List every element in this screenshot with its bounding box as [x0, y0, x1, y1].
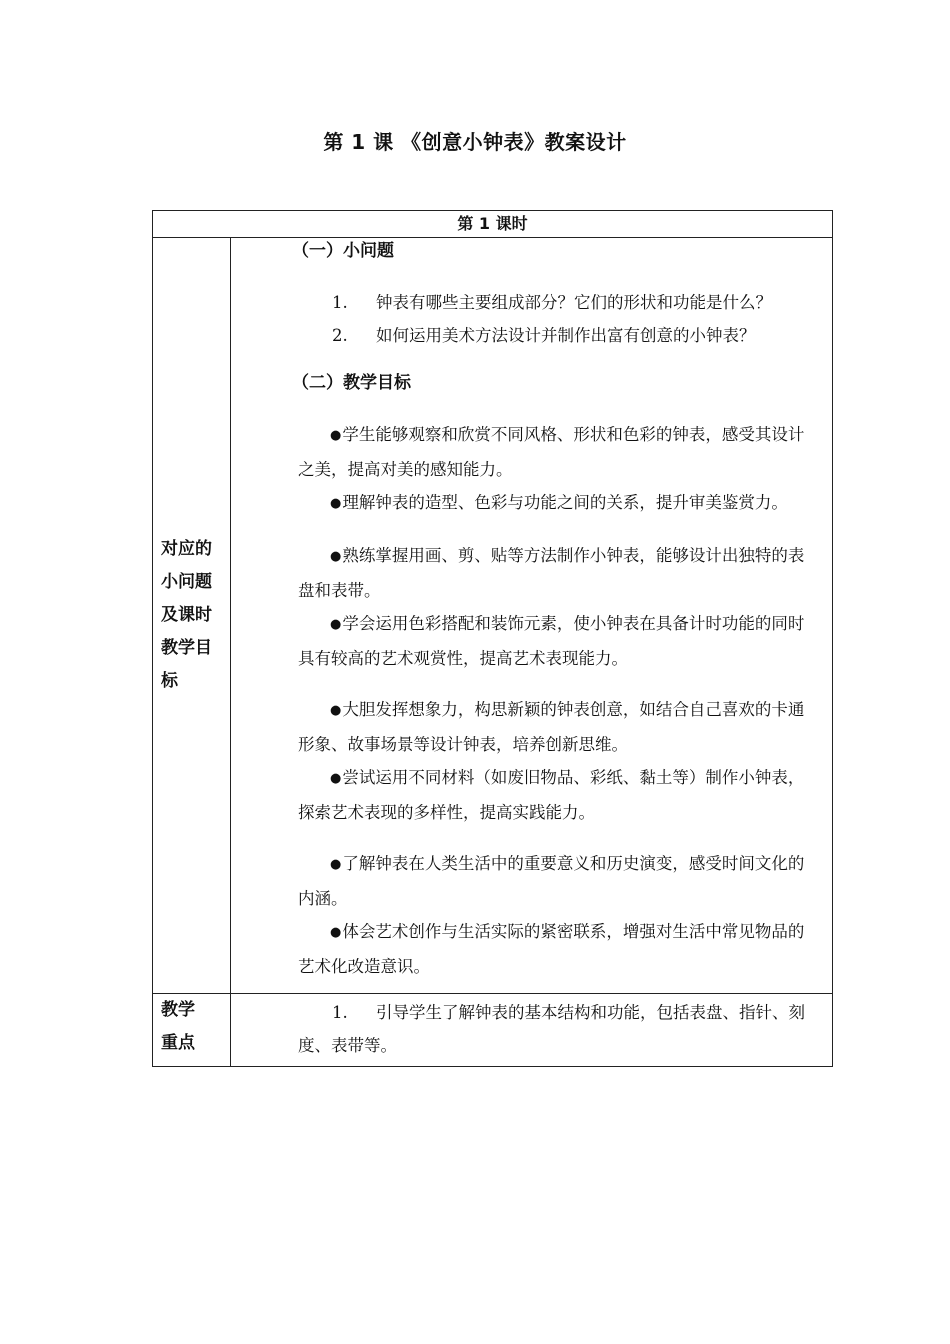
question-item: [298, 319, 820, 352]
bullet-icon: ●: [330, 925, 342, 940]
objectives-label-line: 标: [161, 671, 178, 691]
key-point-text: 引导学生了解钟表的基本结构和功能，包括表盘、指针、刻度、表带等。: [298, 1003, 805, 1055]
goal-text: 学生能够观察和欣赏不同风格、形状和色彩的钟表，感受其设计之美，提高对美的感知能力。: [298, 425, 805, 479]
goal-item: [298, 539, 820, 607]
key-point-item: [298, 996, 820, 1062]
bullet-icon: ●: [330, 703, 342, 718]
objectives-label: [153, 238, 231, 994]
objectives-content: [231, 238, 833, 994]
goal-item: [298, 418, 820, 486]
lesson-plan-table: [152, 210, 833, 1067]
key-point-number: 1.: [332, 1003, 348, 1022]
goal-item: [298, 761, 820, 829]
goal-item: [298, 693, 820, 761]
question-text: 如何运用美术方法设计并制作出富有创意的小钟表？: [376, 326, 756, 345]
goal-item: [298, 607, 820, 675]
table-header-row: [153, 211, 833, 238]
bullet-icon: ●: [330, 549, 342, 564]
lesson-period-header: 第 1 课时: [153, 211, 833, 238]
question-number: 1.: [332, 293, 348, 312]
key-points-label: [153, 994, 231, 1067]
objectives-label-line: 对应的: [161, 539, 212, 559]
objectives-row: [153, 238, 833, 994]
bullet-icon: ●: [330, 428, 342, 443]
bullet-icon: ●: [330, 617, 342, 632]
small-questions-heading: （一）小问题: [292, 241, 394, 261]
question-item: [298, 286, 820, 319]
bullet-icon: ●: [330, 496, 342, 511]
goal-text: 学会运用色彩搭配和装饰元素，使小钟表在具备计时功能的同时具有较高的艺术观赏性，提高艺术表现能力。: [298, 614, 805, 668]
bullet-icon: ●: [330, 771, 342, 786]
objectives-label-line: 及课时: [161, 605, 212, 625]
goal-text: 理解钟表的造型、色彩与功能之间的关系，提升审美鉴赏力。: [342, 493, 788, 512]
goal-item: [298, 915, 820, 983]
goal-text: 体会艺术创作与生活实际的紧密联系，增强对生活中常见物品的艺术化改造意识。: [298, 922, 805, 976]
objectives-label-line: 教学目: [161, 638, 212, 658]
goal-text: 大胆发挥想象力，构思新颖的钟表创意，如结合自己喜欢的卡通形象、故事场景等设计钟表，培养创新思维。: [298, 700, 805, 754]
key-points-row: [153, 994, 833, 1067]
goal-text: 尝试运用不同材料（如废旧物品、彩纸、黏土等）制作小钟表，探索艺术表现的多样性，提高实践能力。: [298, 768, 805, 822]
question-text: 钟表有哪些主要组成部分？它们的形状和功能是什么？: [376, 293, 772, 312]
key-points-content: [231, 994, 833, 1067]
key-points-label-line: 重点: [161, 1033, 195, 1053]
question-number: 2.: [332, 326, 348, 345]
goal-item: [298, 847, 820, 915]
goal-item: [298, 486, 820, 521]
bullet-icon: ●: [330, 857, 342, 872]
objectives-label-line: 小问题: [161, 572, 212, 592]
document-title: 第 1 课 《创意小钟表》教案设计: [323, 130, 627, 154]
key-points-label-line: 教学: [161, 1000, 195, 1020]
goal-text: 了解钟表在人类生活中的重要意义和历史演变，感受时间文化的内涵。: [298, 854, 805, 908]
goal-text: 熟练掌握用画、剪、贴等方法制作小钟表，能够设计出独特的表盘和表带。: [298, 546, 805, 600]
teaching-goals-heading: （二）教学目标: [292, 373, 411, 393]
